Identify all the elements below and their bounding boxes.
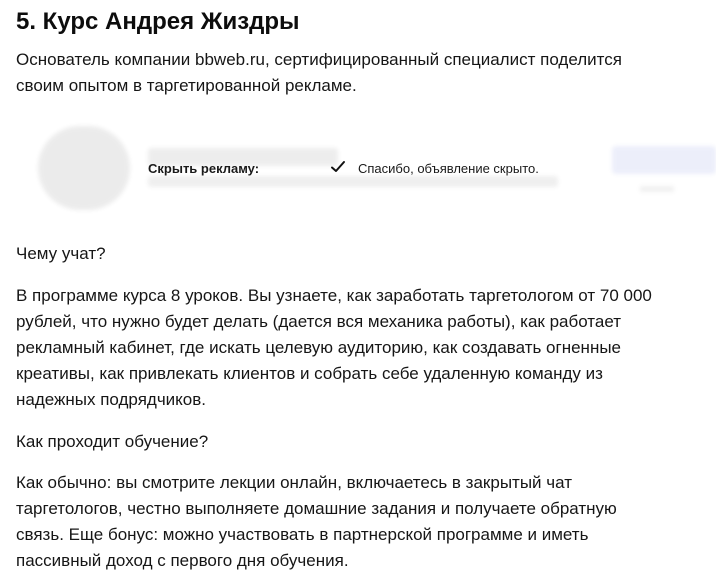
learning-paragraph: Как обычно: вы смотрите лекции онлайн, включаетесь в закрытый чат таргетологов, честно выполняете домашние задания и получаете обратную связь. Еще бонус: можно участвовать в партнерской программе и иметь пассивный доход с первого дня обучения. xyxy=(16,473,617,570)
ad-ghost-subtitle xyxy=(148,176,558,187)
hidden-ad-block xyxy=(16,116,716,220)
ad-ghost-button xyxy=(612,146,716,174)
hide-ad-label: Скрыть рекламу: xyxy=(148,161,260,176)
ad-ghost-caption xyxy=(640,186,674,192)
ad-hidden-confirmation: Спасибо, объявление скрыто. xyxy=(358,161,539,176)
article-title: 5. Курс Андрея Жиздры xyxy=(16,8,300,35)
ad-logo xyxy=(38,126,130,210)
check-icon xyxy=(330,159,346,175)
question-heading-1: Чему учат? xyxy=(16,244,106,263)
program-paragraph: В программе курса 8 уроков. Вы узнаете, как заработать таргетологом от 70 000 рублей, что нужно будет делать (дается вся механика работы), как работает рекламный кабинет, где искать целевую аудиторию, как создавать огненные креативы, как привлекать клиентов и собрать себе удаленную команду из надежных подрядчиков. xyxy=(16,286,652,409)
question-heading-2: Как проходит обучение? xyxy=(16,432,209,451)
intro-paragraph: Основатель компании bbweb.ru, сертифицированный специалист поделится своим опытом в таргетированной рекламе. xyxy=(16,50,622,95)
